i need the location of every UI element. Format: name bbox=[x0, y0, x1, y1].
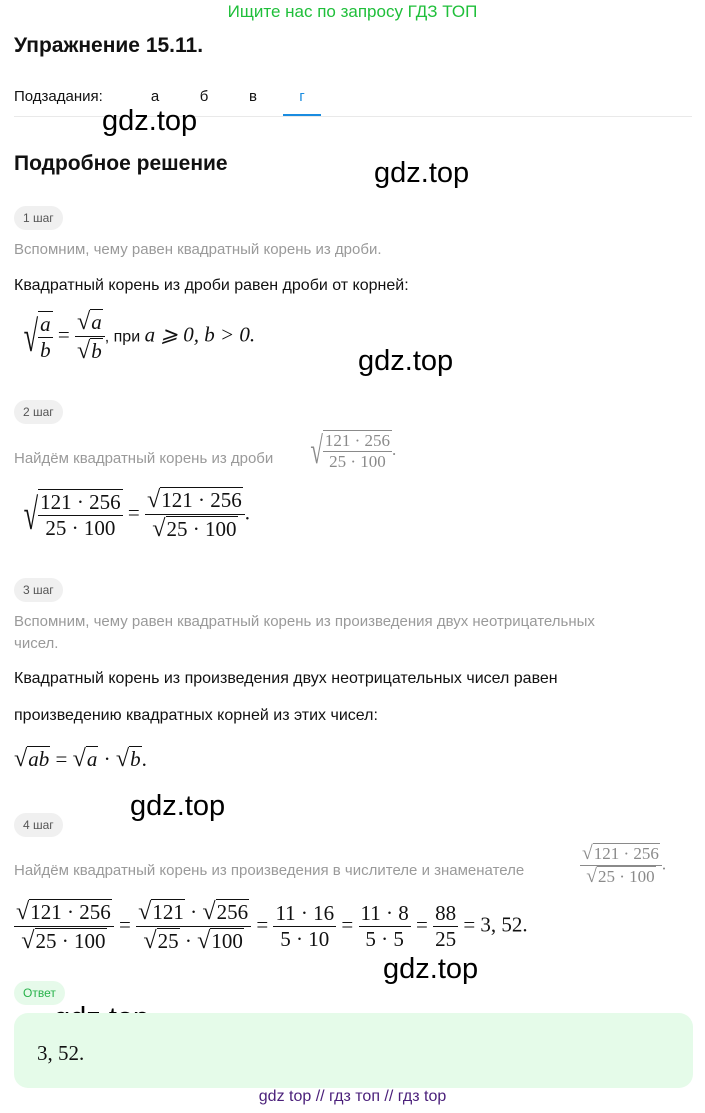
step-text: Квадратный корень из дроби равен дроби от корней: bbox=[14, 277, 409, 294]
tab-b[interactable]: б bbox=[199, 88, 209, 105]
watermark: gdz.top bbox=[383, 953, 479, 985]
step-text: Квадратный корень из произведения двух неотрицательных чисел равен bbox=[14, 670, 558, 687]
watermark: gdz.top bbox=[130, 790, 226, 822]
inline-root-fraction: √ $\frac{121 \cdot 256}{25 \cdot 100}$ . bbox=[310, 430, 397, 472]
step-hint: Найдём квадратный корень из произведения в числителе и знаменателе bbox=[14, 862, 525, 879]
step-badge: 3 шаг bbox=[14, 578, 63, 602]
step-hint: Вспомним, чему равен квадратный корень из дроби. bbox=[14, 241, 382, 258]
step-hint: Вспомним, чему равен квадратный корень из произведения двух неотрицательных bbox=[14, 613, 595, 630]
active-tab-indicator bbox=[283, 114, 321, 116]
step-hint: чисел. bbox=[14, 635, 59, 652]
watermark: gdz.top bbox=[358, 345, 454, 377]
solution-heading: Подробное решение bbox=[14, 152, 228, 175]
formula-step4-chain: $\frac{√121 \cdot 256}{√25 \cdot 100}$ = $\frac{√121 \cdot √256}{√25 \cdot √100}$ = $\frac{11 \cdot 16}{5 \cdot 10}$ = $\frac{11 \cdot 8}{5 \cdot 5}$ = $\frac{88}{25}$ = 3, 52. bbox=[16, 898, 528, 954]
step-hint: Найдём квадратный корень из дроби bbox=[14, 450, 274, 467]
watermark: gdz.top bbox=[102, 105, 198, 137]
watermark: gdz.top bbox=[374, 157, 470, 189]
tab-v[interactable]: в bbox=[249, 88, 257, 105]
page-title: Упражнение 15.11. bbox=[14, 34, 204, 57]
answer-badge: Ответ bbox=[14, 981, 65, 1005]
step-badge: 2 шаг bbox=[14, 400, 63, 424]
subtasks-label: Подзадания: bbox=[14, 88, 103, 105]
footer-links[interactable]: gdz top // гдз топ // гдз top bbox=[258, 1088, 447, 1105]
formula-step2: √ $\frac{121 \cdot 256}{25 \cdot 100}$ = $\frac{√121 \cdot 256}{√25 \cdot 100}$ . bbox=[23, 486, 250, 542]
tab-a[interactable]: а bbox=[150, 88, 160, 105]
formula-root-of-product: √ab = √a · √b. bbox=[14, 745, 147, 772]
step-badge: 1 шаг bbox=[14, 206, 63, 230]
step-text: произведению квадратных корней из этих чисел: bbox=[14, 707, 378, 724]
top-banner[interactable]: Ищите нас по запросу ГДЗ ТОП bbox=[227, 2, 478, 21]
tab-g[interactable]: г bbox=[299, 88, 305, 105]
inline-fraction: $\frac{√121 \cdot 256}{√25 \cdot 100}$ . bbox=[582, 843, 667, 887]
answer-box bbox=[14, 1013, 693, 1088]
formula-root-of-fraction: √ $\frac{a}{b}$ = $\frac{√a}{√b}$ , при a ⩾ 0, b > 0. bbox=[23, 308, 256, 364]
answer-value: 3, 52. bbox=[37, 1041, 85, 1065]
step-badge: 4 шаг bbox=[14, 813, 63, 837]
